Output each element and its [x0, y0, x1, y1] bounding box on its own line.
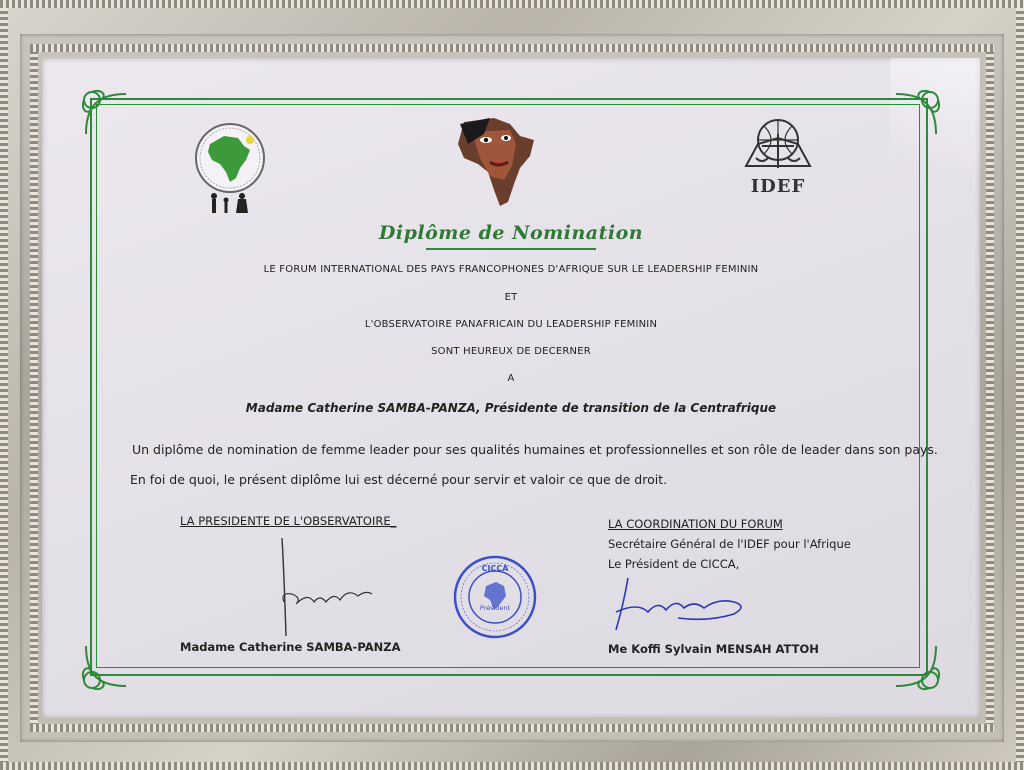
- africa-globe-family-logo: [180, 120, 280, 220]
- corner-ornament-icon: [78, 638, 134, 694]
- issuer-line-1: LE FORUM INTERNATIONAL DES PAYS FRANCOPHONES D'AFRIQUE SUR LE LEADERSHIP FEMININ: [263, 264, 759, 275]
- stamp-center-text: Président: [479, 604, 511, 612]
- certificate-paper: [42, 58, 980, 718]
- issuer-line-2: ET: [504, 292, 518, 303]
- africa-portrait-logo: [450, 114, 546, 210]
- certificate-title: Diplôme de Nomination: [378, 222, 644, 244]
- closing-text: En foi de quoi, le présent diplôme lui est décerné pour servir et valoir ce que de droit.: [130, 472, 668, 487]
- title-underline: [426, 248, 596, 250]
- right-signatory-heading: LA COORDINATION DU FORUM: [608, 517, 783, 531]
- left-signature-icon: [262, 532, 382, 642]
- right-signature-icon: [608, 572, 758, 642]
- idef-logo-text: IDEF: [750, 176, 806, 197]
- right-signatory-role-2: Le Président de CICCA,: [608, 557, 740, 571]
- issuer-line-3: L'OBSERVATOIRE PANAFRICAIN DU LEADERSHIP FEMININ: [364, 319, 658, 330]
- honoree-line: Madame Catherine SAMBA-PANZA, Présidente de transition de la Centrafrique: [245, 401, 777, 415]
- citation-text: Un diplôme de nomination de femme leader pour ses qualités humaines et professionnelles et son rôle de leader dans son pays.: [132, 442, 938, 457]
- corner-ornament-icon: [78, 86, 134, 142]
- corner-ornament-icon: [888, 638, 944, 694]
- right-signatory-name: Me Koffi Sylvain MENSAH ATTOH: [608, 642, 819, 656]
- issuer-line-4: SONT HEUREUX DE DECERNER: [431, 346, 591, 357]
- right-signatory-role-1: Secrétaire Général de l'IDEF pour l'Afrique: [608, 537, 851, 551]
- left-signatory-name: Madame Catherine SAMBA-PANZA: [180, 640, 401, 654]
- left-signatory-heading: LA PRESIDENTE DE L'OBSERVATOIRE_: [180, 514, 397, 528]
- corner-ornament-icon: [888, 86, 944, 142]
- issuer-line-5: A: [507, 373, 515, 384]
- stamp-top-text: CICCA: [481, 564, 509, 573]
